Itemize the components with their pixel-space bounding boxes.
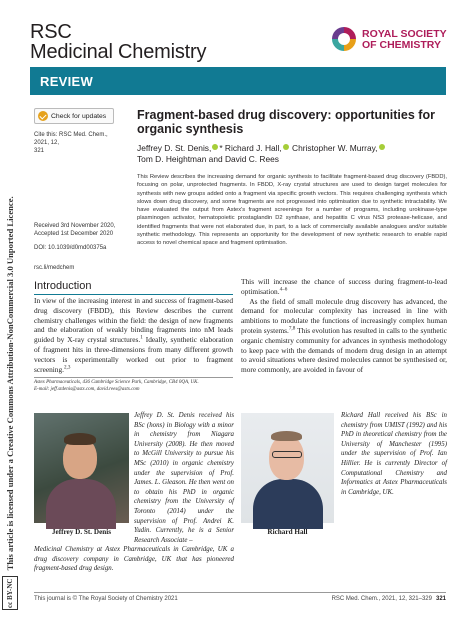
license-sidebar [2, 80, 16, 610]
author-3[interactable]: Christopher W. Murray, [292, 143, 378, 153]
rsc-logo[interactable] [330, 25, 460, 65]
intro-column-1 [34, 296, 233, 375]
author-list [137, 143, 447, 165]
intro-column-2 [241, 277, 447, 377]
journal-name-line2: Medicinal Chemistry [30, 41, 207, 63]
citation-ref[interactable]: 7,8 [288, 325, 296, 332]
article-title: Fragment-based drug discovery: opportunities for organic synthesis [137, 108, 435, 136]
intro-col2-text-b: As the field of small molecule drug discovery has advanced, the demand for molecular complexity has increased in line with ambitions to modulate the functions of increasingly complex human protein systems. [241, 296, 447, 335]
affiliation: Astex Pharmaceuticals, 436 Cambridge Science Park, Cambridge, CB4 0QA, UK. [34, 380, 199, 385]
journal-reference [332, 596, 446, 602]
footnote-rule [34, 377, 233, 378]
affiliation-footnote [34, 379, 233, 393]
author-photo-jeffrey [34, 413, 129, 523]
check-for-updates-button[interactable] [34, 108, 114, 124]
section-banner: REVIEW [30, 67, 446, 95]
cc-license-badge: cc BY-NC [2, 577, 18, 611]
abstract: This Review describes the increasing demand for organic synthesis to facilitate fragment-based drug discovery (FBDD), focusing on polar, unprotected fragments. In FBDD, X-ray crystal structures are used to design target molecules for synthesis with new groups added onto a fragment via specific growth vectors. This requires challenging synthesis which slows down drug discovery, and some fragments are not progressed into optimisation due to synthetic intractability. We have evaluated the output from Astex's fragment screenings for a number of programs, including urokinase-type plasminogen activator, hematopoietic prostaglandin D2 synthase, and hepatitis C virus NS3 protease-helicase, and identified fragments that were not elaborated due, in part, to a lack of commercially available analogues and/or suitable synthetic methodology. This represents an opportunity for the development of new synthetic research to enable rapid access to novel chemical space and fragment optimisation. [137, 174, 447, 247]
journal-name-line1: RSC [30, 21, 72, 43]
glasses-icon [272, 451, 302, 458]
citation-ref[interactable]: 1 [140, 334, 143, 341]
bio-richard: Richard Hall received his BSc in chemistry from UMIST (1992) and his PhD in theoretical chemistry from the University of Manchester (1995) under the supervision of Prof. Ian Hillier. He is currently Director of Computational Chemistry and Informatics at Astex Pharmaceuticals in Cambridge, UK. [341, 412, 447, 496]
orcid-icon[interactable] [283, 144, 289, 150]
citation-line1: Cite this: RSC Med. Chem., 2021, 12, [34, 132, 108, 146]
received-date: Received 3rd November 2020, [34, 223, 116, 229]
introduction-heading: Introduction [34, 280, 92, 292]
intro-col2-text-a: This will increase the chance of success during fragment-to-lead optimisation. [241, 277, 447, 296]
photo-hair-shape [271, 431, 302, 441]
rsc-logo-line1: ROYAL SOCIETY [362, 28, 447, 40]
photo-body-shape [253, 479, 323, 529]
doi[interactable]: DOI: 10.1039/d0md00375a [34, 245, 107, 251]
intro-col1-text-b: Ideally, synthetic elaboration of fragment hits in three-dimensions from many different growth vectors is experimentally worked out prior to fragment screening. [34, 335, 233, 374]
author-1[interactable]: Jeffrey D. St. Denis, [137, 143, 212, 153]
license-text: This article is licensed under a Creative Commons Attribution-NonCommercial 3.0 Unported Licence. [5, 196, 15, 571]
journal-name [30, 22, 206, 62]
intro-col1-text-a: In view of the increasing interest in and success of fragment-based drug discovery (FBDD), this Review describes the current chemistry challenges within the field: the design of new fragments and the elaboration of weakly binding fragments into nM leads guided by X-ray crystal structures. [34, 296, 233, 345]
photo-caption-jeffrey: Jeffrey D. St. Denis [51, 528, 112, 536]
photo-caption-richard: Richard Hall [267, 528, 308, 536]
check-updates-icon [38, 111, 48, 121]
accepted-date: Accepted 1st December 2020 [34, 231, 114, 237]
orcid-icon[interactable] [212, 144, 218, 150]
rsc-logo-line2: OF CHEMISTRY [362, 39, 441, 51]
bio-jeffrey-continued: Medicinal Chemistry at Astex Pharmaceuticals in Cambridge, UK a drug discovery company in Cambridge, UK that has pioneered fragment-based drug design. [34, 546, 234, 573]
journal-url[interactable]: rsc.li/medchem [34, 265, 75, 271]
citation-line2: 321 [34, 148, 45, 154]
page-number: 321 [435, 596, 446, 602]
author-2[interactable]: * Richard J. Hall, [219, 143, 282, 153]
dates [34, 222, 124, 238]
intro-col2-text-c: This evolution has resulted in calls to the synthetic organic chemistry community for advances in synthesis methodology to keep pace with the demands of modern drug design in an attempt to avoid situations where desired molecules cannot be synthesised or, more commonly, are avoided in favour of [241, 325, 447, 375]
citation-ref[interactable]: 2,3 [63, 364, 71, 371]
journal-citation: RSC Med. Chem., 2021, 12, 321–329 [331, 596, 432, 602]
rsc-logo-text [362, 29, 447, 51]
copyright-notice: This journal is © The Royal Society of Chemistry 2021 [34, 596, 178, 602]
orcid-icon[interactable] [379, 144, 385, 150]
citation-info [34, 131, 124, 155]
footer-rule [34, 592, 446, 593]
check-updates-label: Check for updates [51, 112, 107, 120]
heading-rule [34, 294, 233, 295]
bio-jeffrey: Jeffrey D. St. Denis received his BSc (hons) in Biology with a minor in chemistry from Niagara University (2008). He then moved to McGill University to pursue his MSc (2010) in organic chemistry under the supervision of Prof. James. L. Gleason. He then went on to obtain his PhD in organic chemistry from the University of Toronto (2014) under the supervision of Prof. Andrei K. Yudin. Currently, he is a Senior Research Associate – [134, 412, 234, 544]
photo-hair-shape [64, 433, 96, 445]
rsc-logo-icon [330, 25, 358, 53]
contact-email[interactable]: E-mail: jeff.stdenis@astx.com, david.rees@astx.com [34, 387, 140, 392]
author-photo-richard [241, 413, 334, 523]
authors-4-5[interactable]: Tom D. Heightman and David C. Rees [137, 154, 279, 164]
photo-body-shape [46, 479, 116, 529]
citation-ref[interactable]: 4–6 [279, 286, 288, 293]
